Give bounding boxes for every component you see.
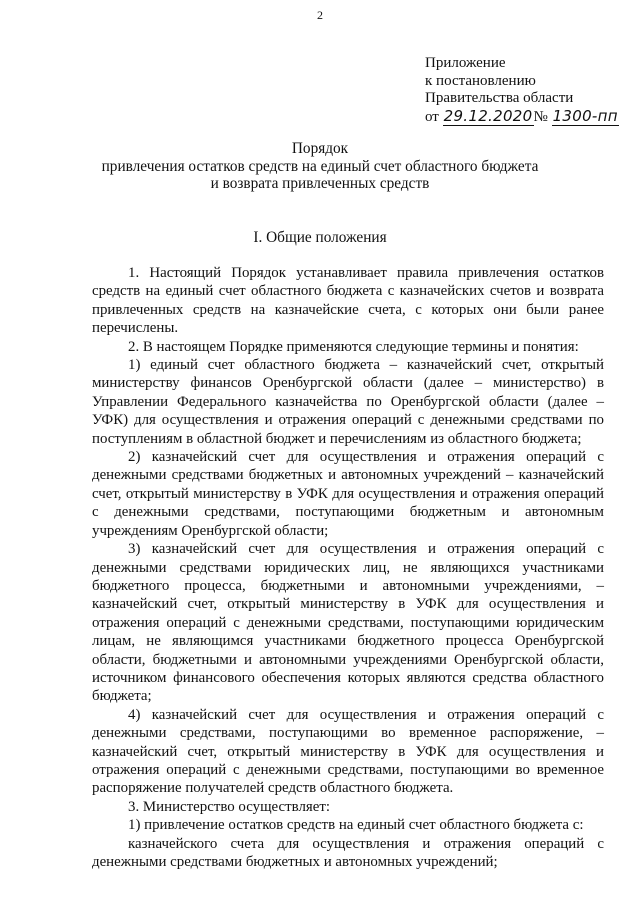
date-prefix: от: [425, 108, 439, 125]
page-number: 2: [317, 8, 323, 22]
title-line-3: и возврата привлеченных средств: [210, 175, 430, 192]
paragraph: 1. Настоящий Порядок устанавливает правила привлечения остатков средств на единый счет областного бюджета с казначейских счетов и возврата привлеченных средств на казначейские счета, с которых они были ранее перечислены.: [92, 265, 604, 337]
title-line-2: привлечения остатков средств на единый счет областного бюджета: [101, 157, 539, 175]
section-heading: I. Общие положения: [253, 229, 387, 246]
handwritten-date: 29.12.2020: [443, 106, 533, 125]
title-line-1: Порядок: [291, 140, 349, 157]
appendix-line-2: к постановлению: [425, 72, 536, 89]
paragraph: 2. В настоящем Порядке применяются следующие термины и понятия:: [128, 338, 579, 355]
document-title: [0, 140, 640, 193]
appendix-date-line: [425, 108, 619, 127]
paragraph: 1) привлечение остатков средств на единый счет областного бюджета с:: [128, 817, 584, 834]
paragraph: 2) казначейский счет для осуществления и отражения операций с денежными средствами бюджетных и автономных учреждений – казначейский счет, открытый министерству в УФК для осуществления и отражения операций с денежными средствами, поступающими бюджетным и автономным учреждениям Оренбургской области;: [92, 449, 604, 539]
body-text: [92, 264, 604, 871]
paragraph: 3) казначейский счет для осуществления и отражения операций с денежными средствами юридических лиц, не являющихся участниками бюджетного процесса, бюджетными и автономными учреждениями, – казначейский счет, открытый министерству в УФК для осуществления и отражения операций с денежными средствами, поступающими юридическим лицам, не являющимся участниками бюджетного процесса Оренбургской области, бюджетными и автономными учреждениями Оренбургской области, источником финансового обеспечения которых являются средства областного бюджета;: [92, 541, 604, 705]
paragraph: 4) казначейский счет для осуществления и отражения операций с денежными средствами, поступающими во временное распоряжение, – казначейский счет, открытый министерству в УФК для осуществления и отражения операций с денежными средствами, поступающими во временное распоряжение получателей средств областного бюджета.: [92, 706, 604, 797]
paragraph: 3. Министерство осуществляет:: [128, 798, 331, 815]
paragraph: казначейского счета для осуществления и отражения операций с денежными средствами бюджетных и автономных учреждений;: [92, 835, 604, 870]
appendix-line-1: Приложение: [425, 55, 506, 71]
appendix-block: [425, 55, 619, 126]
paragraph: 1) единый счет областного бюджета – казначейский счет, открытый министерству финансов Оренбургской области (далее – министерство) в Управлении Федерального казначейства по Оренбургской области (далее – УФК) для осуществления и отражения операций с денежными средствами по поступлениям в областной бюджет и перечислениям из областного бюджета;: [92, 357, 604, 447]
appendix-line-3: Правительства области: [425, 90, 574, 106]
number-sign: №: [533, 108, 548, 125]
handwritten-number: 1300-пп: [552, 106, 618, 125]
